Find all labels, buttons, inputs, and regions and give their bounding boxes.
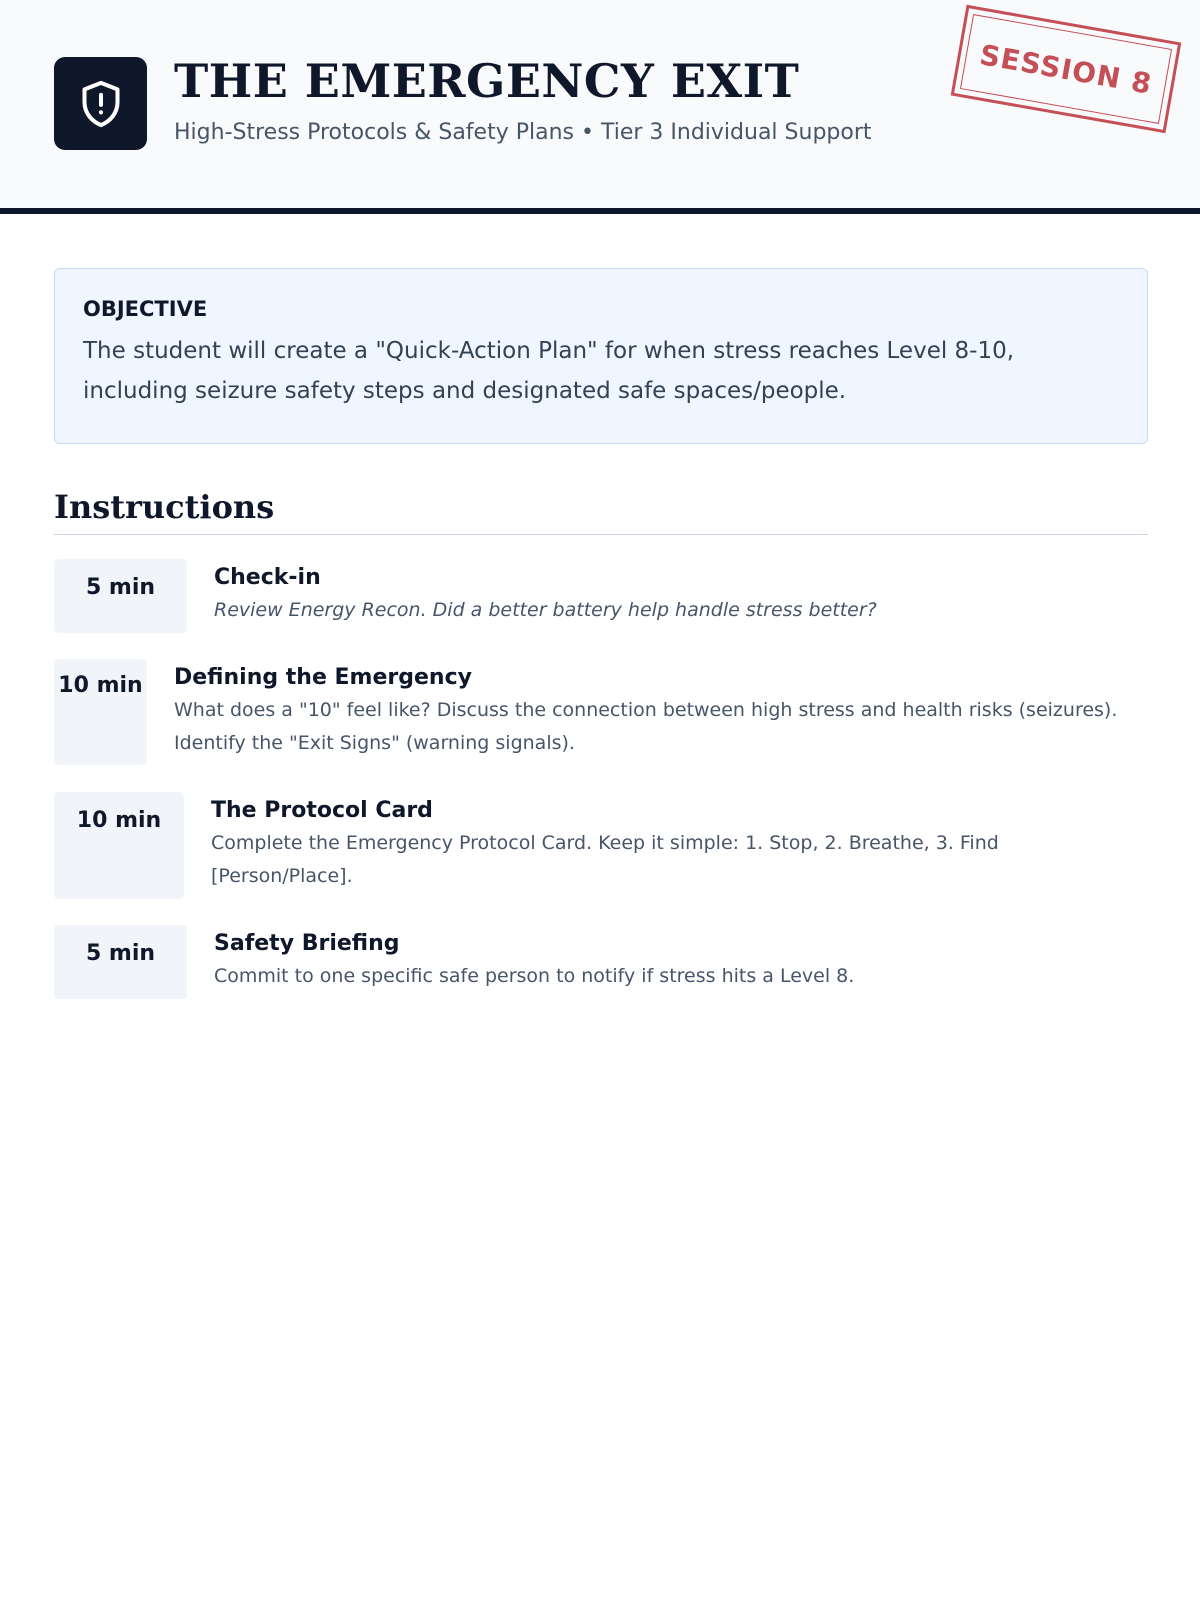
objective-label: OBJECTIVE: [83, 297, 208, 321]
shield-alert-icon: [79, 79, 123, 129]
step-title: Defining the Emergency: [174, 665, 472, 690]
step-description: Review Energy Recon. Did a better battery help handle stress better?: [214, 599, 877, 621]
step-item: [54, 792, 1148, 899]
step-item: [54, 559, 1148, 633]
logo-badge: [54, 57, 147, 150]
step-title: Safety Briefing: [214, 931, 400, 956]
step-time-badge: 10 min: [54, 792, 184, 899]
step-description: What does a "10" feel like? Discuss the connection between high stress and health risks (seizures). Identify the "Exit Signs" (warning signals).: [174, 699, 1118, 754]
step-description: Complete the Emergency Protocol Card. Keep it simple: 1. Stop, 2. Breathe, 3. Find [Person/Place].: [211, 832, 999, 887]
step-time-badge: 5 min: [54, 559, 187, 633]
step-description: Commit to one specific safe person to notify if stress hits a Level 8.: [214, 965, 855, 987]
session-stamp: [951, 5, 1182, 133]
step-title: Check-in: [214, 565, 321, 590]
page-title: THE EMERGENCY EXIT: [174, 54, 800, 108]
step-time-badge: 5 min: [54, 925, 187, 999]
objective-text: The student will create a "Quick-Action Plan" for when stress reaches Level 8-10, including seizure safety steps and designated safe spaces/people.: [83, 338, 1015, 404]
step-item: [54, 925, 1148, 999]
step-body: [214, 931, 1148, 993]
session-stamp-text: SESSION 8: [977, 37, 1155, 101]
step-body: [211, 798, 1091, 893]
step-title: The Protocol Card: [211, 798, 433, 823]
step-body: [174, 665, 1148, 760]
header: [0, 0, 1200, 214]
step-item: [54, 659, 1148, 765]
step-body: [214, 565, 1148, 627]
step-time-badge: 10 min: [54, 659, 147, 765]
instructions-heading: Instructions: [54, 488, 1148, 535]
objective-box: [54, 268, 1148, 444]
page-subtitle: High-Stress Protocols & Safety Plans • Tier 3 Individual Support: [174, 120, 872, 145]
